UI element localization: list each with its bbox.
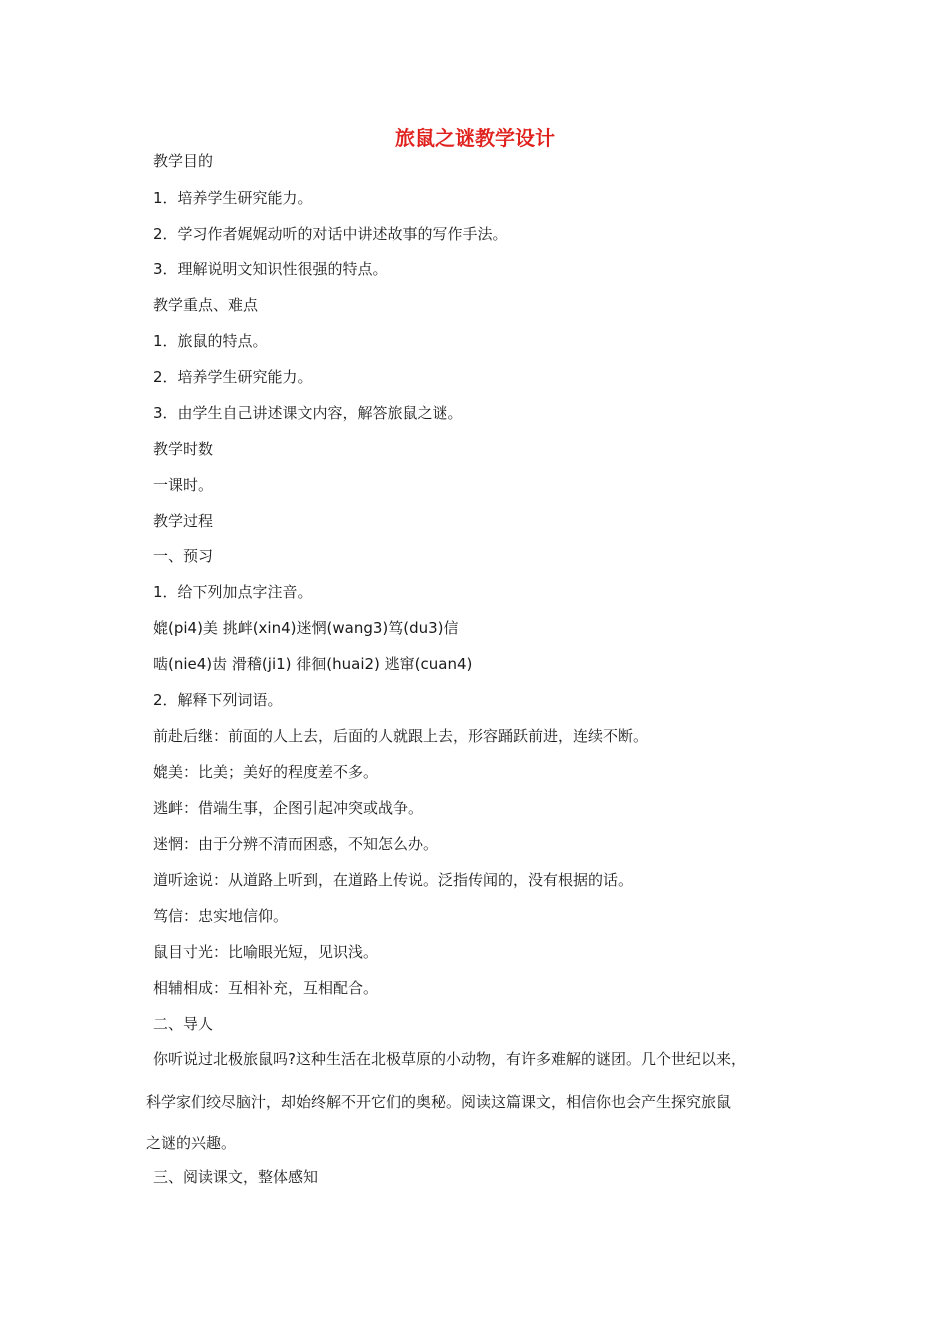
definition-4: 迷惘：由于分辨不清而困惑，不知怎么办。 xyxy=(153,835,439,853)
section-introduction: 二、导人 xyxy=(153,1015,214,1033)
key-point-1: 1．旅鼠的特点。 xyxy=(153,332,268,350)
key-point-2: 2．培养学生研究能力。 xyxy=(153,368,313,386)
document-title: 旅鼠之谜教学设计 xyxy=(395,126,555,150)
intro-paragraph-line-3: 之谜的兴趣。 xyxy=(146,1134,237,1152)
class-hours-value: 一课时。 xyxy=(153,476,214,494)
heading-process: 教学过程 xyxy=(153,512,214,530)
definition-1: 前赴后继：前面的人上去，后面的人就跟上去，形容踊跃前进，连续不断。 xyxy=(153,727,649,745)
heading-objectives: 教学目的 xyxy=(153,152,214,170)
intro-paragraph-line-1: 你听说过北极旅鼠吗?这种生活在北极草原的小动物，有许多难解的谜团。几个世纪以来， xyxy=(153,1050,746,1068)
objective-2: 2．学习作者娓娓动听的对话中讲述故事的写作手法。 xyxy=(153,225,508,243)
section-reading: 三、阅读课文，整体感知 xyxy=(153,1168,319,1186)
pinyin-line-2: 啮(nie4)齿 滑稽(ji1) 徘徊(huai2) 逃窜(cuan4) xyxy=(153,655,473,673)
definition-2: 媲美：比美；美好的程度差不多。 xyxy=(153,763,379,781)
heading-class-hours: 教学时数 xyxy=(153,440,214,458)
definition-3: 逃衅：借端生事，企图引起冲突或战争。 xyxy=(153,799,424,817)
preview-item-2: 2．解释下列词语。 xyxy=(153,691,283,709)
objective-3: 3．理解说明文知识性很强的特点。 xyxy=(153,260,388,278)
pinyin-line-1: 媲(pi4)美 挑衅(xin4)迷惘(wang3)笃(du3)信 xyxy=(153,619,459,637)
definition-5: 道听途说：从道路上听到，在道路上传说。泛指传闻的，没有根据的话。 xyxy=(153,871,634,889)
preview-item-1: 1．给下列加点字注音。 xyxy=(153,583,313,601)
key-point-3: 3．由学生自己讲述课文内容，解答旅鼠之谜。 xyxy=(153,404,463,422)
objective-1: 1．培养学生研究能力。 xyxy=(153,189,313,207)
intro-paragraph-line-2: 科学家们绞尽脑汁，却始终解不开它们的奥秘。阅读这篇课文，相信你也会产生探究旅鼠 xyxy=(146,1093,732,1111)
definition-8: 相辅相成：互相补充，互相配合。 xyxy=(153,979,379,997)
section-preview: 一、预习 xyxy=(153,547,214,565)
definition-6: 笃信：忠实地信仰。 xyxy=(153,907,289,925)
heading-key-points: 教学重点、难点 xyxy=(153,296,259,314)
definition-7: 鼠目寸光：比喻眼光短，见识浅。 xyxy=(153,943,379,961)
